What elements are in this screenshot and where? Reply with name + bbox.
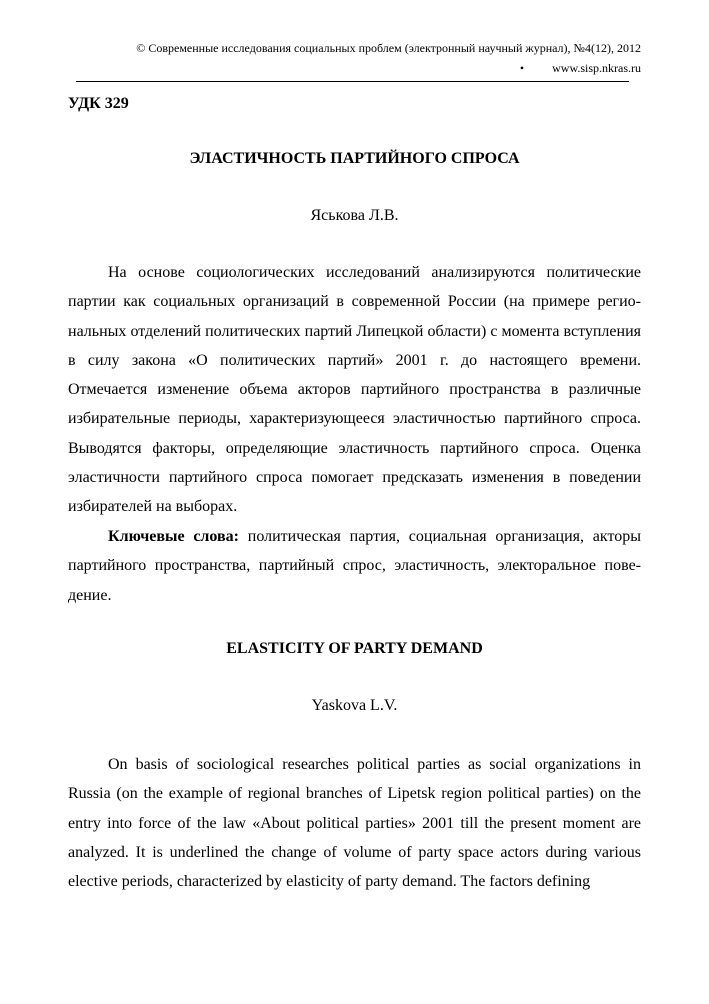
bullet-icon: •: [519, 61, 525, 75]
russian-title: ЭЛАСТИЧНОСТЬ ПАРТИЙНОГО СПРОСА: [189, 150, 520, 167]
russian-abstract: На основе социологических исследований анализируются политические партии как социальных организаций в современной России (на примере региональных отделений политических партий Липецкой области) с момента вступления в силу закона «О политических партий» 2001 г. до настоящего времени. Отмечается изменение объема акторов партийного пространства в различные избирательные периоды, характеризующееся эластичностью партийного спроса. Выводятся факторы, определяющие эластичность партийного спроса. Оценка эластичности партийного спроса помогает предсказать изменения в поведении избирателей на выборах.: [68, 264, 641, 516]
english-author: Yaskova L.V.: [311, 697, 398, 714]
journal-header: © Современные исследования социальных проблем (электронный научный журнал), №4(12), 2012: [136, 41, 641, 55]
keywords-text: политическая партия, социальная организация, акторы партийного пространства, партийный спрос, эластичность, электоральное поведение.: [68, 528, 642, 604]
english-title: ELASTICITY OF PARTY DEMAND: [226, 640, 483, 657]
keywords-label: Ключевые слова:: [108, 528, 239, 545]
english-abstract: On basis of sociological researches political parties as social organizations in Russia (on the example of regional branches of Lipetsk region political parties) on the entry into force of the law «About political parties» 2001 till the present moment are analyzed. It is underlined the change of volume of party space actors during various elective periods, characterized by elasticity of party demand. The factors defining: [68, 756, 641, 891]
header-divider: [76, 81, 629, 82]
udk-code: УДК 329: [68, 95, 129, 112]
russian-keywords: [68, 522, 641, 610]
russian-author: Яськова Л.В.: [310, 207, 399, 224]
journal-site-url[interactable]: www.sisp.nkras.ru: [552, 61, 641, 75]
journal-site-line: [520, 61, 641, 76]
